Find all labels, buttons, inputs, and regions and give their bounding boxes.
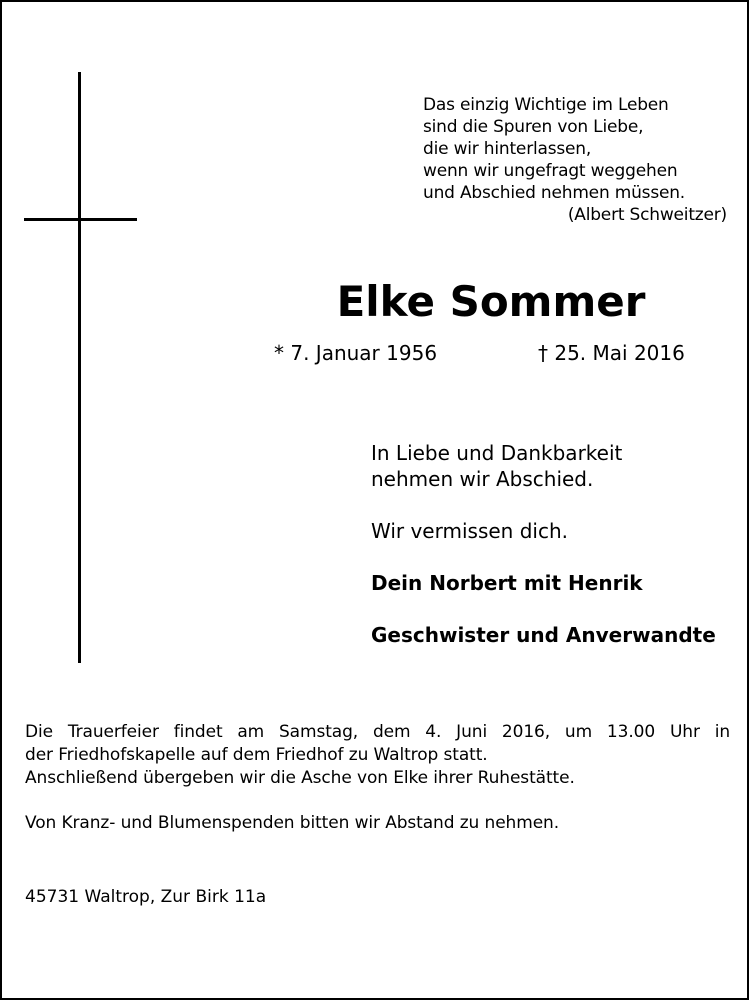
ceremony-line: Anschließend übergeben wir die Asche von Elke ihrer Ruhestätte. — [25, 768, 575, 788]
cross-vertical-bar — [78, 72, 81, 663]
quote-line: Das einzig Wichtige im Leben — [423, 95, 669, 115]
contact-address: 45731 Waltrop, Zur Birk 11a — [25, 887, 267, 907]
death-date: † 25. Mai 2016 — [538, 341, 685, 365]
message-line: In Liebe und Dankbarkeit — [371, 441, 623, 465]
miss-you-line: Wir vermissen dich. — [371, 519, 568, 543]
ceremony-line: Die Trauerfeier findet am Samstag, dem 4. Juni 2016, um 13.00 Uhr in — [25, 722, 730, 742]
quote-line: und Abschied nehmen müssen. — [423, 183, 686, 203]
deceased-name: Elke Sommer — [336, 277, 646, 326]
quote-author: (Albert Schweitzer) — [567, 205, 727, 225]
quote-line: die wir hinterlassen, — [423, 139, 592, 159]
signature-relatives: Geschwister und Anverwandte — [371, 623, 716, 647]
message-line: nehmen wir Abschied. — [371, 467, 594, 491]
cross-horizontal-bar — [24, 218, 137, 221]
quote-line: wenn wir ungefragt weggehen — [423, 161, 678, 181]
signature-family: Dein Norbert mit Henrik — [371, 571, 643, 595]
ceremony-info — [25, 721, 730, 835]
flowers-note: Von Kranz- und Blumenspenden bitten wir Abstand zu nehmen. — [25, 813, 560, 833]
farewell-message — [371, 440, 743, 648]
ceremony-line: der Friedhofskapelle auf dem Friedhof zu Waltrop statt. — [25, 745, 488, 765]
epigraph-quote — [423, 94, 743, 226]
quote-line: sind die Spuren von Liebe, — [423, 117, 644, 137]
birth-date: * 7. Januar 1956 — [274, 341, 438, 365]
